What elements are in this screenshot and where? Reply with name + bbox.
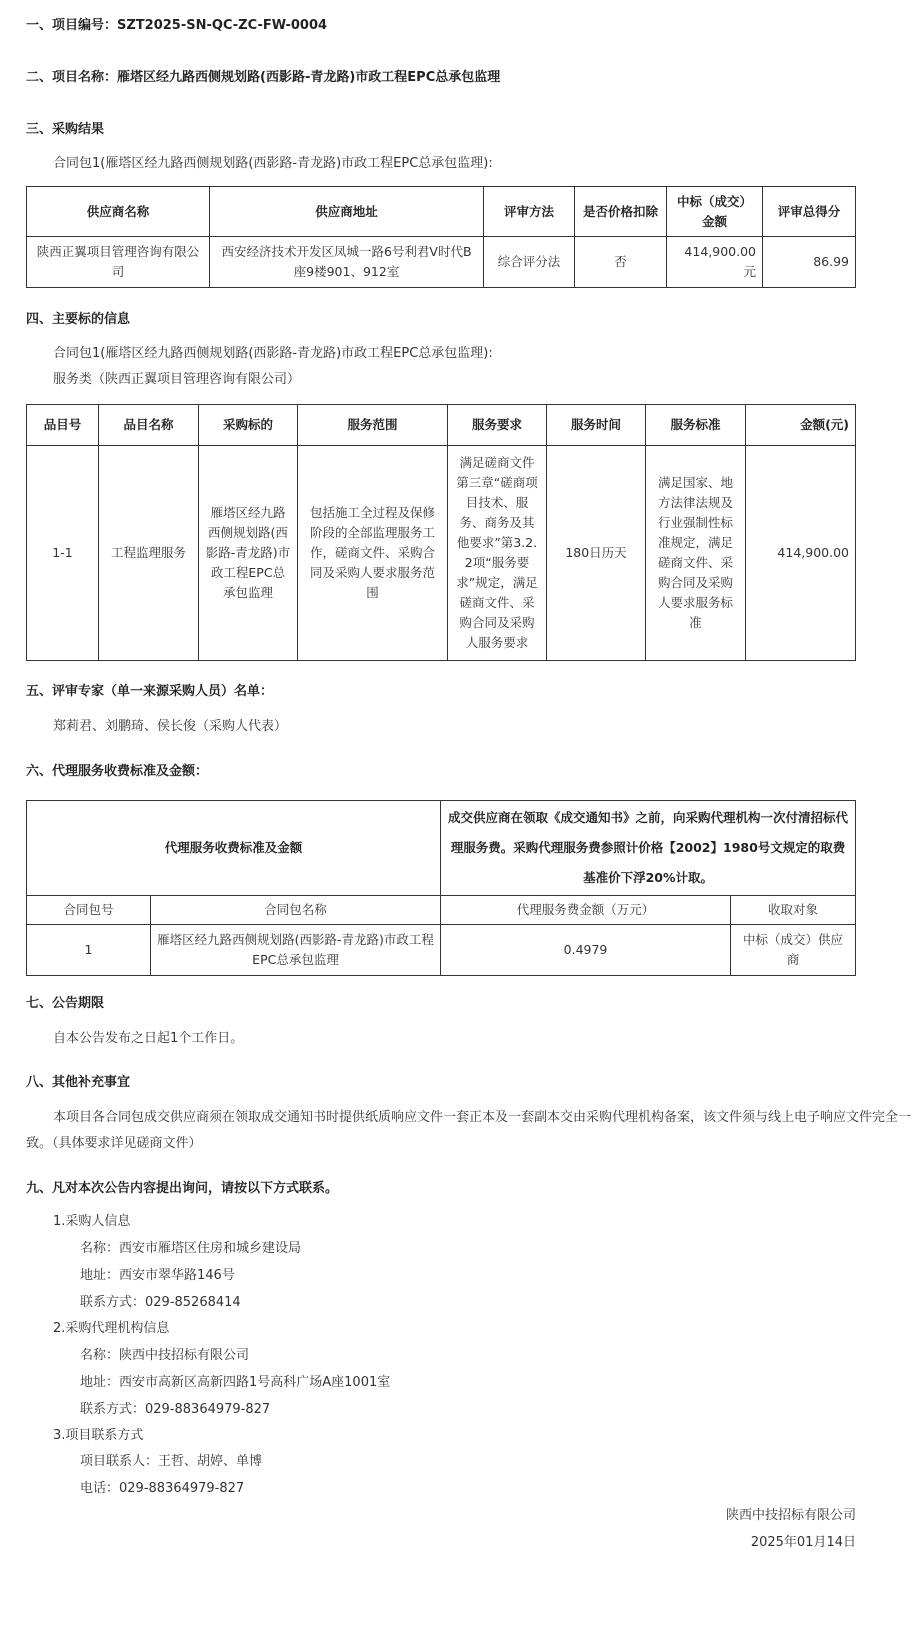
footer-organization: 陕西中技招标有限公司 bbox=[725, 1508, 856, 1523]
cell-service-standard: 满足国家、地方法律法规及行业强制性标准规定，满足磋商文件、采购合同及采购人要求服务标准 bbox=[646, 446, 746, 661]
agent-address: 地址：西安市高新区高新四路1号高科广场A座1001室 bbox=[80, 1375, 391, 1390]
header-service-time: 服务时间 bbox=[547, 405, 646, 446]
cell-package-no: 1 bbox=[27, 925, 151, 976]
header-supplier-address: 供应商地址 bbox=[210, 187, 484, 237]
expert-names: 郑莉君、刘鹏琦、侯长俊（采购人代表） bbox=[53, 719, 288, 734]
header-total-score: 评审总得分 bbox=[763, 187, 856, 237]
table-row bbox=[27, 237, 856, 288]
project-number-value: SZT2025-SN-QC-ZC-FW-0004 bbox=[117, 18, 328, 33]
buyer-name: 名称：西安市雁塔区住房和城乡建设局 bbox=[80, 1241, 302, 1256]
project-contact-people: 项目联系人：王哲、胡婷、单博 bbox=[80, 1454, 263, 1469]
cell-supplier-name: 陕西正翼项目管理咨询有限公司 bbox=[27, 237, 210, 288]
subject-package-label: 合同包1(雁塔区经九路西侧规划路(西影路-青龙路)市政工程EPC总承包监理): bbox=[53, 346, 493, 361]
section-supplementary-title: 八、其他补充事宜 bbox=[26, 1075, 131, 1090]
table-header-row bbox=[27, 896, 856, 925]
header-award-amount: 中标（成交）金额 bbox=[667, 187, 763, 237]
header-service-scope: 服务范围 bbox=[298, 405, 448, 446]
table-header-row bbox=[27, 405, 856, 446]
subject-category-label: 服务类（陕西正翼项目管理咨询有限公司） bbox=[53, 372, 301, 387]
table-header-row bbox=[27, 187, 856, 237]
header-item-name: 品目名称 bbox=[99, 405, 199, 446]
main-subject-table bbox=[26, 404, 856, 661]
header-supplier-name: 供应商名称 bbox=[27, 187, 210, 237]
header-item-no: 品目号 bbox=[27, 405, 99, 446]
header-subject: 采购标的 bbox=[199, 405, 298, 446]
supplementary-text-line2: 致。（具体要求详见磋商文件） bbox=[26, 1136, 202, 1151]
buyer-address: 地址：西安市翠华路146号 bbox=[80, 1268, 235, 1283]
section-procurement-result-title: 三、采购结果 bbox=[26, 122, 105, 137]
buyer-info-title: 1.采购人信息 bbox=[53, 1214, 131, 1229]
cell-fee-amount: 0.4979 bbox=[441, 925, 731, 976]
cell-service-scope: 包括施工全过程及保修阶段的全部监理服务工作，磋商文件、采购合同及采购人要求服务范围 bbox=[298, 446, 448, 661]
agent-info-title: 2.采购代理机构信息 bbox=[53, 1321, 170, 1336]
project-name-label: 二、项目名称： bbox=[26, 70, 118, 85]
agent-name: 名称：陕西中技招标有限公司 bbox=[80, 1348, 250, 1363]
project-number bbox=[26, 16, 327, 36]
header-fee-payer: 收取对象 bbox=[731, 896, 856, 925]
agency-fee-table bbox=[26, 800, 856, 976]
table-row bbox=[27, 446, 856, 661]
fee-standard-label: 代理服务收费标准及金额 bbox=[27, 801, 441, 896]
cell-award-amount: 414,900.00元 bbox=[667, 237, 763, 288]
section-notice-period-title: 七、公告期限 bbox=[26, 996, 105, 1011]
cell-supplier-address: 西安经济技术开发区凤城一路6号利君V时代B座9楼901、912室 bbox=[210, 237, 484, 288]
header-package-no: 合同包号 bbox=[27, 896, 151, 925]
result-package-label: 合同包1(雁塔区经九路西侧规划路(西影路-青龙路)市政工程EPC总承包监理): bbox=[53, 156, 493, 171]
header-amount: 金额(元) bbox=[746, 405, 856, 446]
section-contact-title: 九、凡对本次公告内容提出询问，请按以下方式联系。 bbox=[26, 1181, 339, 1196]
header-review-method: 评审方法 bbox=[484, 187, 575, 237]
fee-standard-description: 成交供应商在领取《成交通知书》之前，向采购代理机构一次付清招标代理服务费。采购代理服务费参照计价格【2002】1980号文规定的取费基准价下浮20%计取。 bbox=[441, 801, 856, 896]
project-number-label: 一、项目编号： bbox=[26, 18, 118, 33]
project-name bbox=[26, 68, 500, 88]
section-main-subject-title: 四、主要标的信息 bbox=[26, 312, 131, 327]
cell-total-score: 86.99 bbox=[763, 237, 856, 288]
fee-standard-row bbox=[27, 801, 856, 896]
agent-phone: 联系方式：029-88364979-827 bbox=[80, 1402, 271, 1417]
header-fee-amount: 代理服务费金额（万元） bbox=[441, 896, 731, 925]
procurement-result-table bbox=[26, 186, 856, 288]
header-price-deduction: 是否价格扣除 bbox=[575, 187, 667, 237]
cell-subject: 雁塔区经九路西侧规划路(西影路-青龙路)市政工程EPC总承包监理 bbox=[199, 446, 298, 661]
project-name-value: 雁塔区经九路西侧规划路(西影路-青龙路)市政工程EPC总承包监理 bbox=[117, 70, 501, 85]
cell-service-time: 180日历天 bbox=[547, 446, 646, 661]
cell-package-name: 雁塔区经九路西侧规划路(西影路-青龙路)市政工程EPC总承包监理 bbox=[151, 925, 441, 976]
header-service-requirement: 服务要求 bbox=[448, 405, 547, 446]
buyer-phone: 联系方式：029-85268414 bbox=[80, 1295, 241, 1310]
cell-item-name: 工程监理服务 bbox=[99, 446, 199, 661]
section-experts-title: 五、评审专家（单一来源采购人员）名单： bbox=[26, 684, 274, 699]
header-service-standard: 服务标准 bbox=[646, 405, 746, 446]
cell-review-method: 综合评分法 bbox=[484, 237, 575, 288]
cell-amount: 414,900.00 bbox=[746, 446, 856, 661]
cell-price-deduction: 否 bbox=[575, 237, 667, 288]
notice-period-text: 自本公告发布之日起1个工作日。 bbox=[53, 1031, 244, 1046]
header-package-name: 合同包名称 bbox=[151, 896, 441, 925]
table-row bbox=[27, 925, 856, 976]
cell-service-requirement: 满足磋商文件第三章“磋商项目技术、服务、商务及其他要求”第3.2.2项“服务要求”规定，满足磋商文件、采购合同及采购人服务要求 bbox=[448, 446, 547, 661]
project-contact-title: 3.项目联系方式 bbox=[53, 1428, 144, 1443]
cell-fee-payer: 中标（成交）供应商 bbox=[731, 925, 856, 976]
supplementary-text-line1: 本项目各合同包成交供应商须在领取成交通知书时提供纸质响应文件一套正本及一套副本交由采购代理机构备案，该文件须与线上电子响应文件完全一 bbox=[53, 1110, 912, 1125]
footer-date: 2025年01月14日 bbox=[750, 1535, 856, 1550]
cell-item-no: 1-1 bbox=[27, 446, 99, 661]
section-agency-fee-title: 六、代理服务收费标准及金额： bbox=[26, 764, 209, 779]
project-contact-phone: 电话：029-88364979-827 bbox=[80, 1481, 245, 1496]
